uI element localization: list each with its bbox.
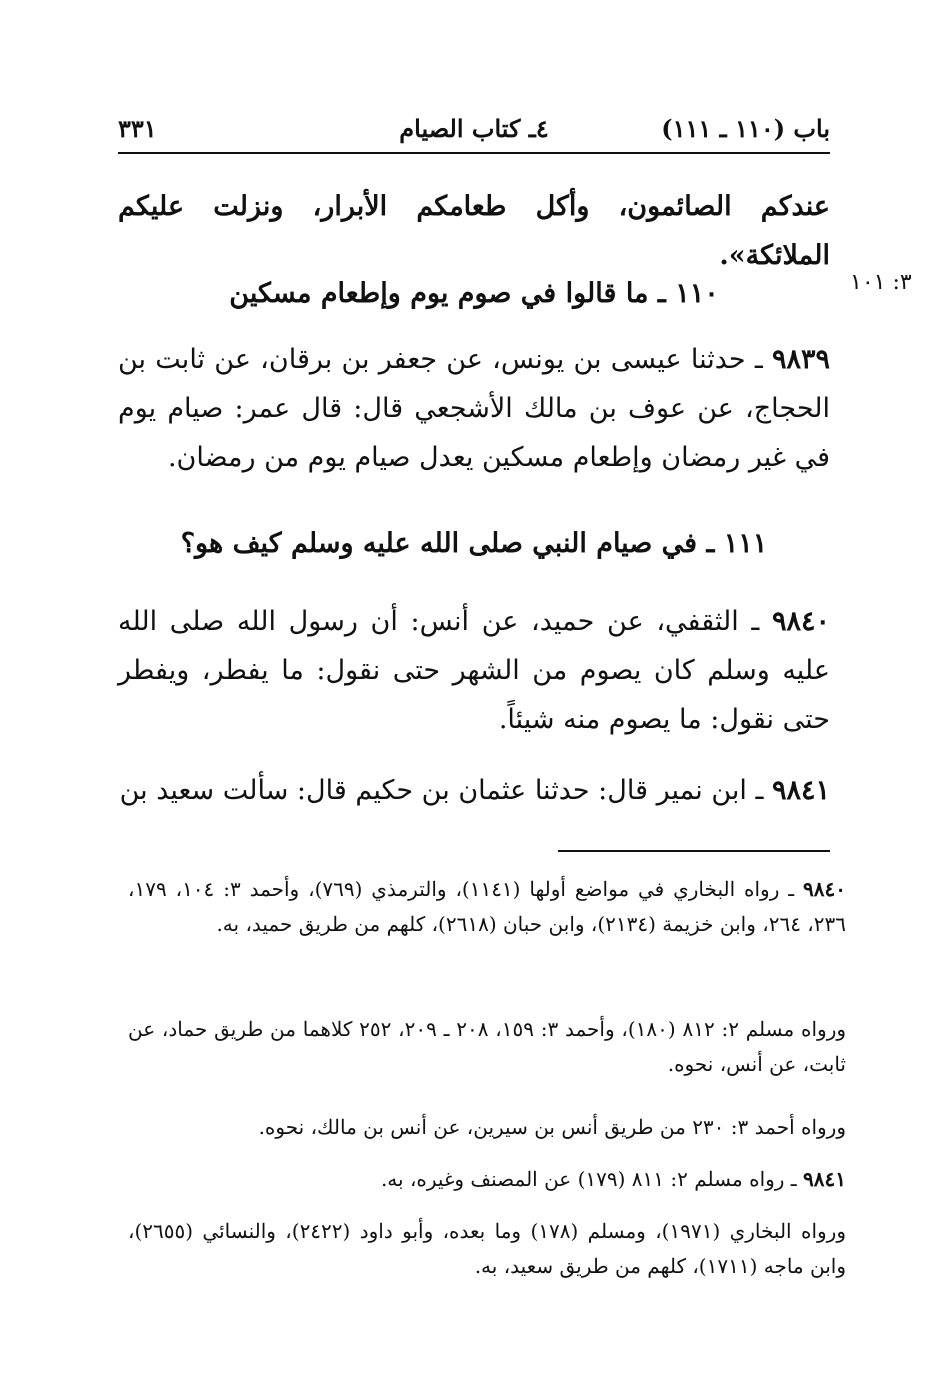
footnote-text: ـ رواه البخاري في مواضع أولها (١١٤١)، والترمذي (٧٦٩)، وأحمد ٣: ١٠٤، ١٧٩، ٢٣٦، ٢٦٤، وابن خزيمة (٢١٣٤)، وابن حبان (٢٦١٨)، كلهم من طريق حميد، به. — [128, 877, 846, 936]
header-chapter: باب (١١٠ ـ ١١١) — [661, 114, 830, 143]
footnote-9840-c — [128, 1110, 846, 1145]
footnote-9840-b — [128, 1012, 846, 1082]
hadith-text: ـ الثقفي، عن حميد، عن أنس: أن رسول الله صلى الله عليه وسلم كان يصوم من الشهر حتى نقول: ما يفطر، ويفطر حتى نقول: ما يصوم منه شيئاً. — [118, 606, 830, 735]
page-header — [118, 108, 830, 154]
hadith-text: ـ ابن نمير قال: حدثنا عثمان بن حكيم قال: سألت سعيد بن — [119, 775, 772, 806]
margin-reference: ٣: ١٠١ — [850, 270, 912, 295]
hadith-9840 — [118, 597, 830, 744]
section-110-title: ١١٠ ـ ما قالوا في صوم يوم وإطعام مسكين — [229, 278, 719, 309]
hadith-9841 — [118, 766, 830, 815]
hadith-9839 — [118, 335, 830, 482]
header-book-title: ٤ـ كتاب الصيام — [399, 114, 549, 143]
header-page-number: ٣٣١ — [118, 114, 157, 143]
footnote-number: ٩٨٤١ — [803, 1167, 846, 1191]
section-111-title: ١١١ ـ في صيام النبي صلى الله عليه وسلم كيف هو؟ — [180, 528, 768, 559]
footnote-9841-a — [128, 1162, 846, 1197]
hadith-number: ٩٨٤١ — [771, 775, 830, 806]
footnote-text: ورواه البخاري (١٩٧١)، ومسلم (١٧٨) وما بعده، وأبو داود (٢٤٢٢)، والنسائي (٢٦٥٥)، وابن ماجه (١٧١١)، كلهم من طريق سعيد، به. — [128, 1219, 847, 1278]
footnote-9841-b — [128, 1214, 846, 1284]
continuation-line: عندكم الصائمون، وأكل طعامكم الأبرار، ونزلت عليكم الملائكة». — [118, 191, 830, 271]
footnote-text: ورواه أحمد ٣: ٢٣٠ من طريق أنس بن سيرين، عن أنس بن مالك، نحوه. — [258, 1115, 846, 1139]
hadith-number: ٩٨٤٠ — [771, 606, 830, 637]
footnote-text: ـ رواه مسلم ٢: ٨١١ (١٧٩) عن المصنف وغيره، به. — [380, 1167, 804, 1191]
hadith-number: ٩٨٣٩ — [771, 344, 830, 375]
footnote-9840-a — [128, 872, 846, 942]
footnote-text: ورواه مسلم ٢: ٨١٢ (١٨٠)، وأحمد ٣: ١٥٩، ٢٠٨ ـ ٢٠٩، ٢٥٢ كلاهما من طريق حماد، عن ثابت، عن أنس، نحوه. — [128, 1017, 847, 1076]
footnote-separator — [558, 850, 830, 852]
footnote-number: ٩٨٤٠ — [803, 877, 846, 901]
hadith-text: ـ حدثنا عيسى بن يونس، عن جعفر بن برقان، عن ثابت بن الحجاج، عن عوف بن مالك الأشجعي قال: قال عمر: صيام يوم في غير رمضان وإطعام مسكين يعدل صيام يوم من رمضان. — [118, 344, 830, 473]
continuation-text — [118, 182, 830, 280]
